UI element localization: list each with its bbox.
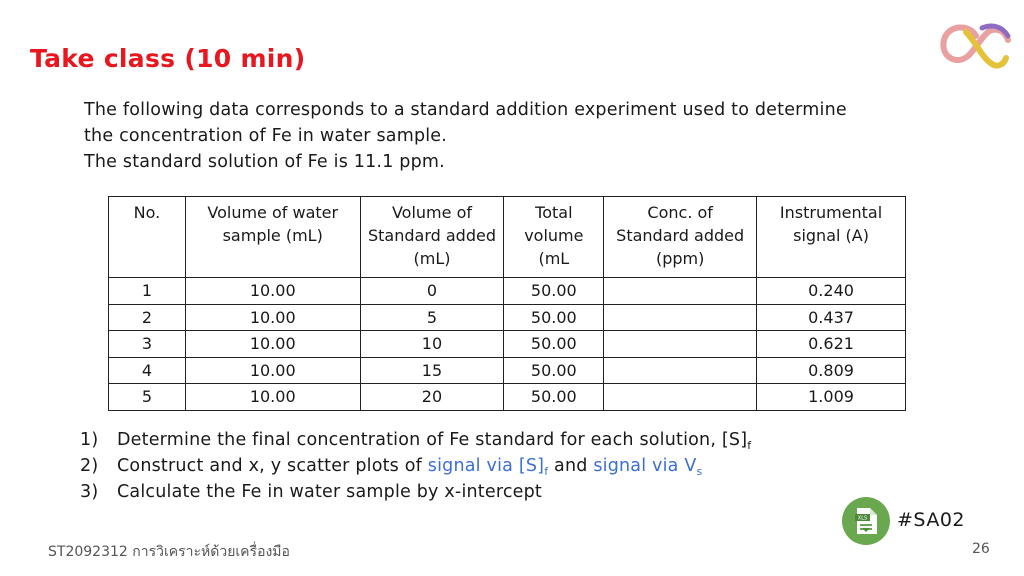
data-table (108, 196, 906, 411)
question-text: and (548, 456, 594, 476)
column-header: Instrumental signal (A) (757, 197, 906, 278)
table-cell: 4 (109, 357, 186, 384)
column-header: Volume of Standard added (mL) (360, 197, 504, 278)
page-number: 26 (972, 541, 990, 557)
signal-vs-vs-link[interactable]: signal via $V_s$ (593, 456, 703, 478)
table-cell: 0.240 (757, 278, 906, 305)
table-cell-blank[interactable] (604, 384, 757, 411)
column-header: Volume of water sample (mL) (185, 197, 360, 278)
table-cell: 0.809 (757, 357, 906, 384)
table-cell: 10.00 (185, 304, 360, 331)
intro-line: The following data corresponds to a standard addition experiment used to determine (84, 100, 847, 120)
question-item (80, 453, 751, 479)
column-header: Total volume (mL (504, 197, 604, 278)
question-list (80, 427, 751, 505)
table-cell: 10.00 (185, 331, 360, 358)
table-cell: 10 (360, 331, 504, 358)
signal-vs-sf-link[interactable]: signal via $[S]_f$ (427, 456, 549, 478)
intro-line: The standard solution of Fe is 11.1 ppm. (84, 152, 445, 172)
question-number: 2) (80, 456, 99, 476)
table-cell-blank[interactable] (604, 304, 757, 331)
table-cell: 15 (360, 357, 504, 384)
table-cell: 50.00 (504, 331, 604, 358)
table-row (109, 278, 906, 305)
question-text: Determine the final concentration of Fe standard for each solution, [S] (117, 430, 748, 450)
question-number: 3) (80, 482, 99, 502)
table-cell: 1 (109, 278, 186, 305)
table-cell-blank[interactable] (604, 278, 757, 305)
table-cell: 10.00 (185, 384, 360, 411)
question-number: 1) (80, 430, 99, 450)
table-cell: 0.621 (757, 331, 906, 358)
intro-line: the concentration of Fe in water sample. (84, 126, 448, 146)
slide-title: Take class (10 min) (30, 44, 306, 73)
table-cell: 10.00 (185, 357, 360, 384)
table-cell: 0 (360, 278, 504, 305)
table-row (109, 357, 906, 384)
question-item (80, 479, 751, 505)
table-cell: 0.437 (757, 304, 906, 331)
table-cell: 2 (109, 304, 186, 331)
table-cell-blank[interactable] (604, 331, 757, 358)
subscript: f (747, 439, 752, 452)
table-cell: 50.00 (504, 304, 604, 331)
course-footer: ST2092312 การวิเคราะห์ด้วยเครื่องมือ (48, 544, 290, 560)
table-row (109, 331, 906, 358)
column-header: Conc. of Standard added (ppm) (604, 197, 757, 278)
table-cell: 1.009 (757, 384, 906, 411)
table-row (109, 304, 906, 331)
question-text: Calculate the Fe in water sample by x-intercept (117, 482, 542, 502)
table-cell: 5 (109, 384, 186, 411)
table-row (109, 384, 906, 411)
svg-text:XLS: XLS (857, 515, 868, 522)
alpha-logo-icon (936, 18, 1012, 74)
table-cell: 3 (109, 331, 186, 358)
table-cell: 50.00 (504, 357, 604, 384)
problem-intro (84, 97, 964, 175)
table-cell: 10.00 (185, 278, 360, 305)
table-cell: 50.00 (504, 278, 604, 305)
column-header: No. (109, 197, 186, 278)
table-cell: 5 (360, 304, 504, 331)
question-item (80, 427, 751, 453)
table-cell-blank[interactable] (604, 357, 757, 384)
xls-file-icon[interactable] (842, 497, 890, 545)
activity-tag: #SA02 (897, 509, 966, 531)
table-cell: 50.00 (504, 384, 604, 411)
question-text: Construct and x, y scatter plots of (117, 456, 428, 476)
table-cell: 20 (360, 384, 504, 411)
table-header-row (109, 197, 906, 278)
